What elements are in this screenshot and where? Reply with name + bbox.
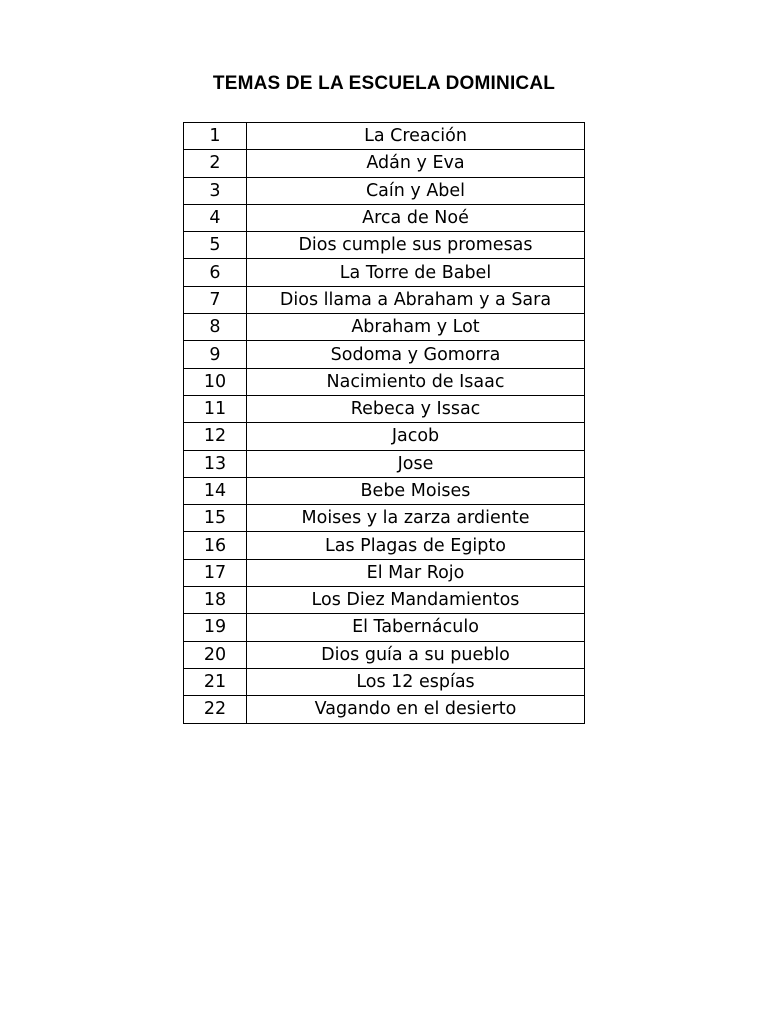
topic-number-cell: 6 xyxy=(184,259,247,286)
topic-number-cell: 2 xyxy=(184,150,247,177)
topics-table-body xyxy=(184,123,585,724)
table-row xyxy=(184,368,585,395)
topic-number-cell: 7 xyxy=(184,286,247,313)
topic-name-cell: Moises y la zarza ardiente xyxy=(247,505,585,532)
table-row xyxy=(184,123,585,150)
topic-number-cell: 15 xyxy=(184,505,247,532)
table-row xyxy=(184,614,585,641)
table-row xyxy=(184,286,585,313)
table-row xyxy=(184,341,585,368)
topic-number-cell: 12 xyxy=(184,423,247,450)
topic-name-cell: Jacob xyxy=(247,423,585,450)
topic-number-cell: 5 xyxy=(184,232,247,259)
topic-number-cell: 17 xyxy=(184,559,247,586)
topic-name-cell: Jose xyxy=(247,450,585,477)
topic-number-cell: 8 xyxy=(184,314,247,341)
topic-name-cell: La Creación xyxy=(247,123,585,150)
topics-table xyxy=(183,122,585,724)
topic-name-cell: Los 12 espías xyxy=(247,668,585,695)
table-row xyxy=(184,423,585,450)
topic-number-cell: 18 xyxy=(184,587,247,614)
topic-name-cell: Bebe Moises xyxy=(247,477,585,504)
topic-name-cell: Nacimiento de Isaac xyxy=(247,368,585,395)
table-row xyxy=(184,204,585,231)
table-row xyxy=(184,232,585,259)
table-row xyxy=(184,587,585,614)
topic-number-cell: 21 xyxy=(184,668,247,695)
topic-name-cell: Los Diez Mandamientos xyxy=(247,587,585,614)
topic-name-cell: Adán y Eva xyxy=(247,150,585,177)
table-row xyxy=(184,150,585,177)
table-row xyxy=(184,696,585,723)
topic-name-cell: Rebeca y Issac xyxy=(247,395,585,422)
topic-number-cell: 13 xyxy=(184,450,247,477)
topic-number-cell: 10 xyxy=(184,368,247,395)
table-row xyxy=(184,450,585,477)
topic-name-cell: Caín y Abel xyxy=(247,177,585,204)
topic-name-cell: La Torre de Babel xyxy=(247,259,585,286)
table-row xyxy=(184,532,585,559)
table-row xyxy=(184,559,585,586)
table-row xyxy=(184,641,585,668)
topic-number-cell: 16 xyxy=(184,532,247,559)
topic-number-cell: 3 xyxy=(184,177,247,204)
table-row xyxy=(184,177,585,204)
topic-name-cell: Vagando en el desierto xyxy=(247,696,585,723)
topic-number-cell: 14 xyxy=(184,477,247,504)
table-row xyxy=(184,477,585,504)
topic-number-cell: 9 xyxy=(184,341,247,368)
topic-name-cell: Dios guía a su pueblo xyxy=(247,641,585,668)
topic-number-cell: 4 xyxy=(184,204,247,231)
topic-number-cell: 22 xyxy=(184,696,247,723)
topic-name-cell: Arca de Noé xyxy=(247,204,585,231)
topic-number-cell: 11 xyxy=(184,395,247,422)
topic-name-cell: Dios llama a Abraham y a Sara xyxy=(247,286,585,313)
table-row xyxy=(184,259,585,286)
topic-number-cell: 19 xyxy=(184,614,247,641)
topic-name-cell: Las Plagas de Egipto xyxy=(247,532,585,559)
topic-number-cell: 20 xyxy=(184,641,247,668)
table-row xyxy=(184,395,585,422)
topic-name-cell: Sodoma y Gomorra xyxy=(247,341,585,368)
topic-name-cell: Dios cumple sus promesas xyxy=(247,232,585,259)
table-row xyxy=(184,505,585,532)
topic-number-cell: 1 xyxy=(184,123,247,150)
topic-name-cell: El Mar Rojo xyxy=(247,559,585,586)
table-row xyxy=(184,668,585,695)
page-title: TEMAS DE LA ESCUELA DOMINICAL xyxy=(212,73,556,94)
topic-name-cell: Abraham y Lot xyxy=(247,314,585,341)
topic-name-cell: El Tabernáculo xyxy=(247,614,585,641)
table-row xyxy=(184,314,585,341)
